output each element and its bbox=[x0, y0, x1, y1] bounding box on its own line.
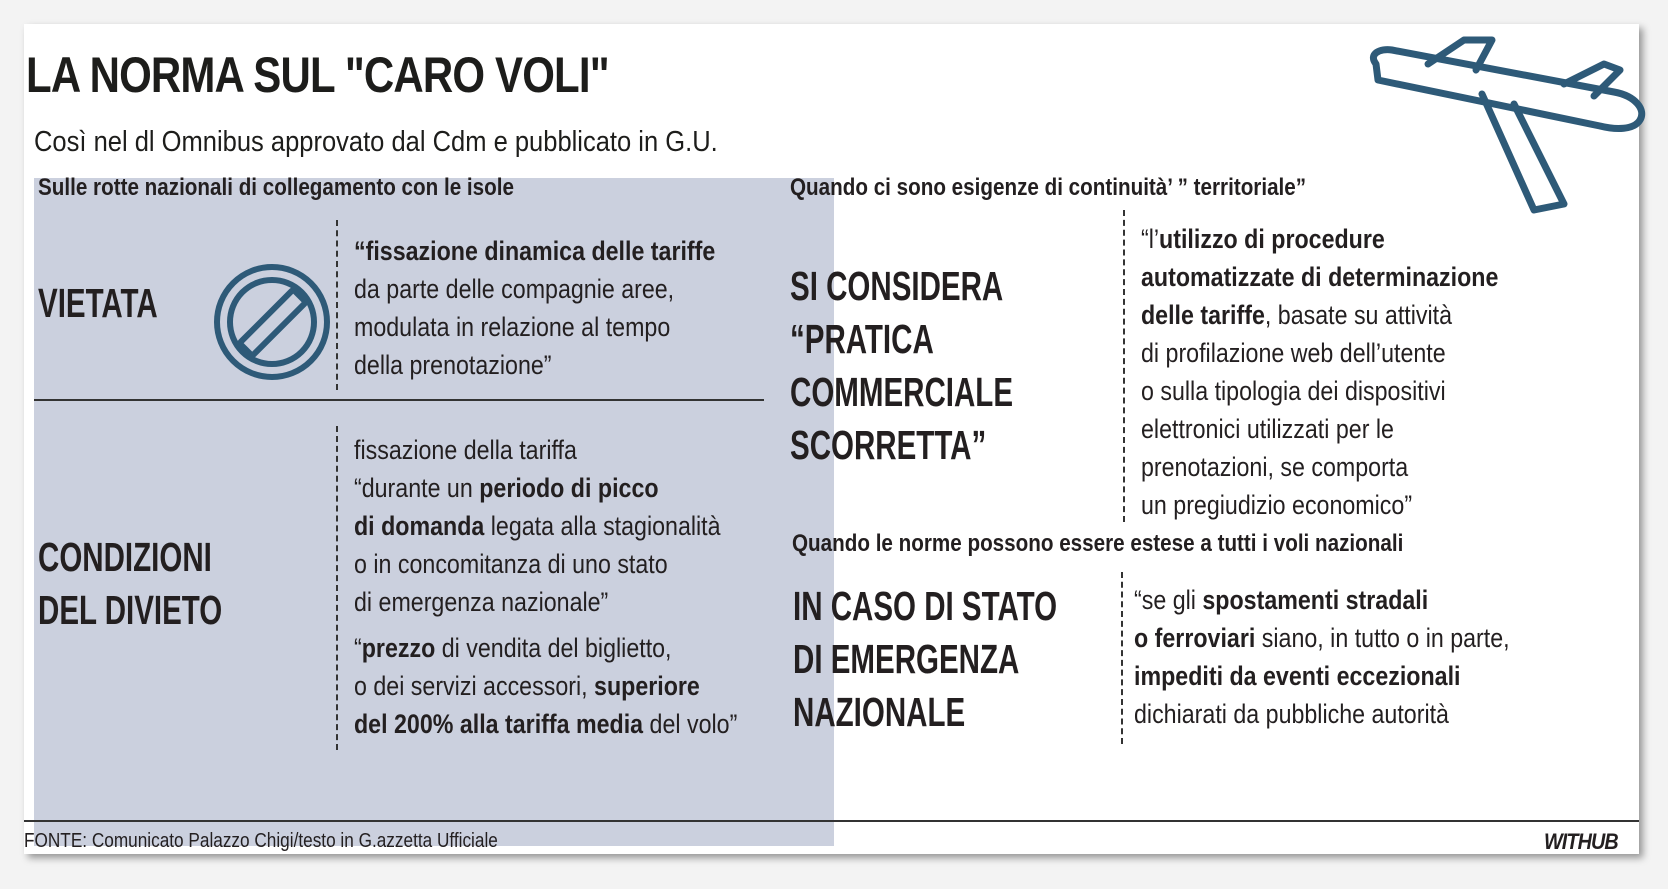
condizioni-label: CONDIZIONI DEL DIVIETO bbox=[38, 534, 223, 633]
right-section-2-label: Quando le norme possono essere estese a tutti i voli nazionali bbox=[792, 530, 1404, 557]
infographic-card bbox=[24, 24, 1639, 854]
condizioni-text-1: fissazione della tariffa “durante un periodo di picco di domanda legata alla stagionalità o in concomitanza di uno stato di emergenza nazionale” bbox=[354, 435, 721, 617]
condizioni-text-2: “prezzo di vendita del biglietto, o dei servizi accessori, superiore del 200% alla tariffa media del volo” bbox=[354, 633, 738, 739]
left-separator bbox=[34, 399, 764, 401]
emergenza-label: IN CASO DI STATO DI EMERGENZA NAZIONALE bbox=[793, 583, 1058, 735]
left-divider-1 bbox=[336, 220, 338, 390]
right-divider-1 bbox=[1123, 210, 1125, 522]
brand-logo: WITHUB bbox=[1544, 829, 1618, 854]
prohibited-icon bbox=[210, 260, 334, 384]
vietata-text: “fissazione dinamica delle tariffe da parte delle compagnie aree, modulata in relazione al tempo della prenotazione” bbox=[354, 236, 716, 380]
right-divider-2 bbox=[1121, 572, 1123, 744]
page-subtitle: Così nel dl Omnibus approvato dal Cdm e pubblicato in G.U. bbox=[34, 126, 718, 158]
right-section-1-label: Quando ci sono esigenze di continuità’ ” territoriale” bbox=[790, 174, 1307, 201]
page-title: LA NORMA SUL "CARO VOLI" bbox=[26, 47, 609, 103]
pratica-scorretta-label: SI CONSIDERA “PRATICA COMMERCIALE SCORRETTA” bbox=[790, 263, 1014, 468]
source-credit: FONTE: Comunicato Palazzo Chigi/testo in G.azzetta Ufficiale bbox=[24, 830, 498, 852]
pratica-scorretta-text: “l’utilizzo di procedure automatizzate di determinazione delle tariffe, basate su attività di profilazione web dell’utente o sulla tipologia dei dispositivi elettronici utilizzati per le prenotazioni, se comporta un pregiudizio economico” bbox=[1141, 224, 1499, 520]
vietata-label: VIETATA bbox=[38, 280, 158, 326]
left-section-label: Sulle rotte nazionali di collegamento con le isole bbox=[38, 174, 514, 201]
footer-rule bbox=[24, 820, 1639, 822]
left-divider-2 bbox=[336, 426, 338, 750]
airplane-icon bbox=[1364, 34, 1654, 219]
emergenza-text: “se gli spostamenti stradali o ferroviari siano, in tutto o in parte, impediti da eventi eccezionali dichiarati da pubbliche autorità bbox=[1134, 585, 1510, 729]
